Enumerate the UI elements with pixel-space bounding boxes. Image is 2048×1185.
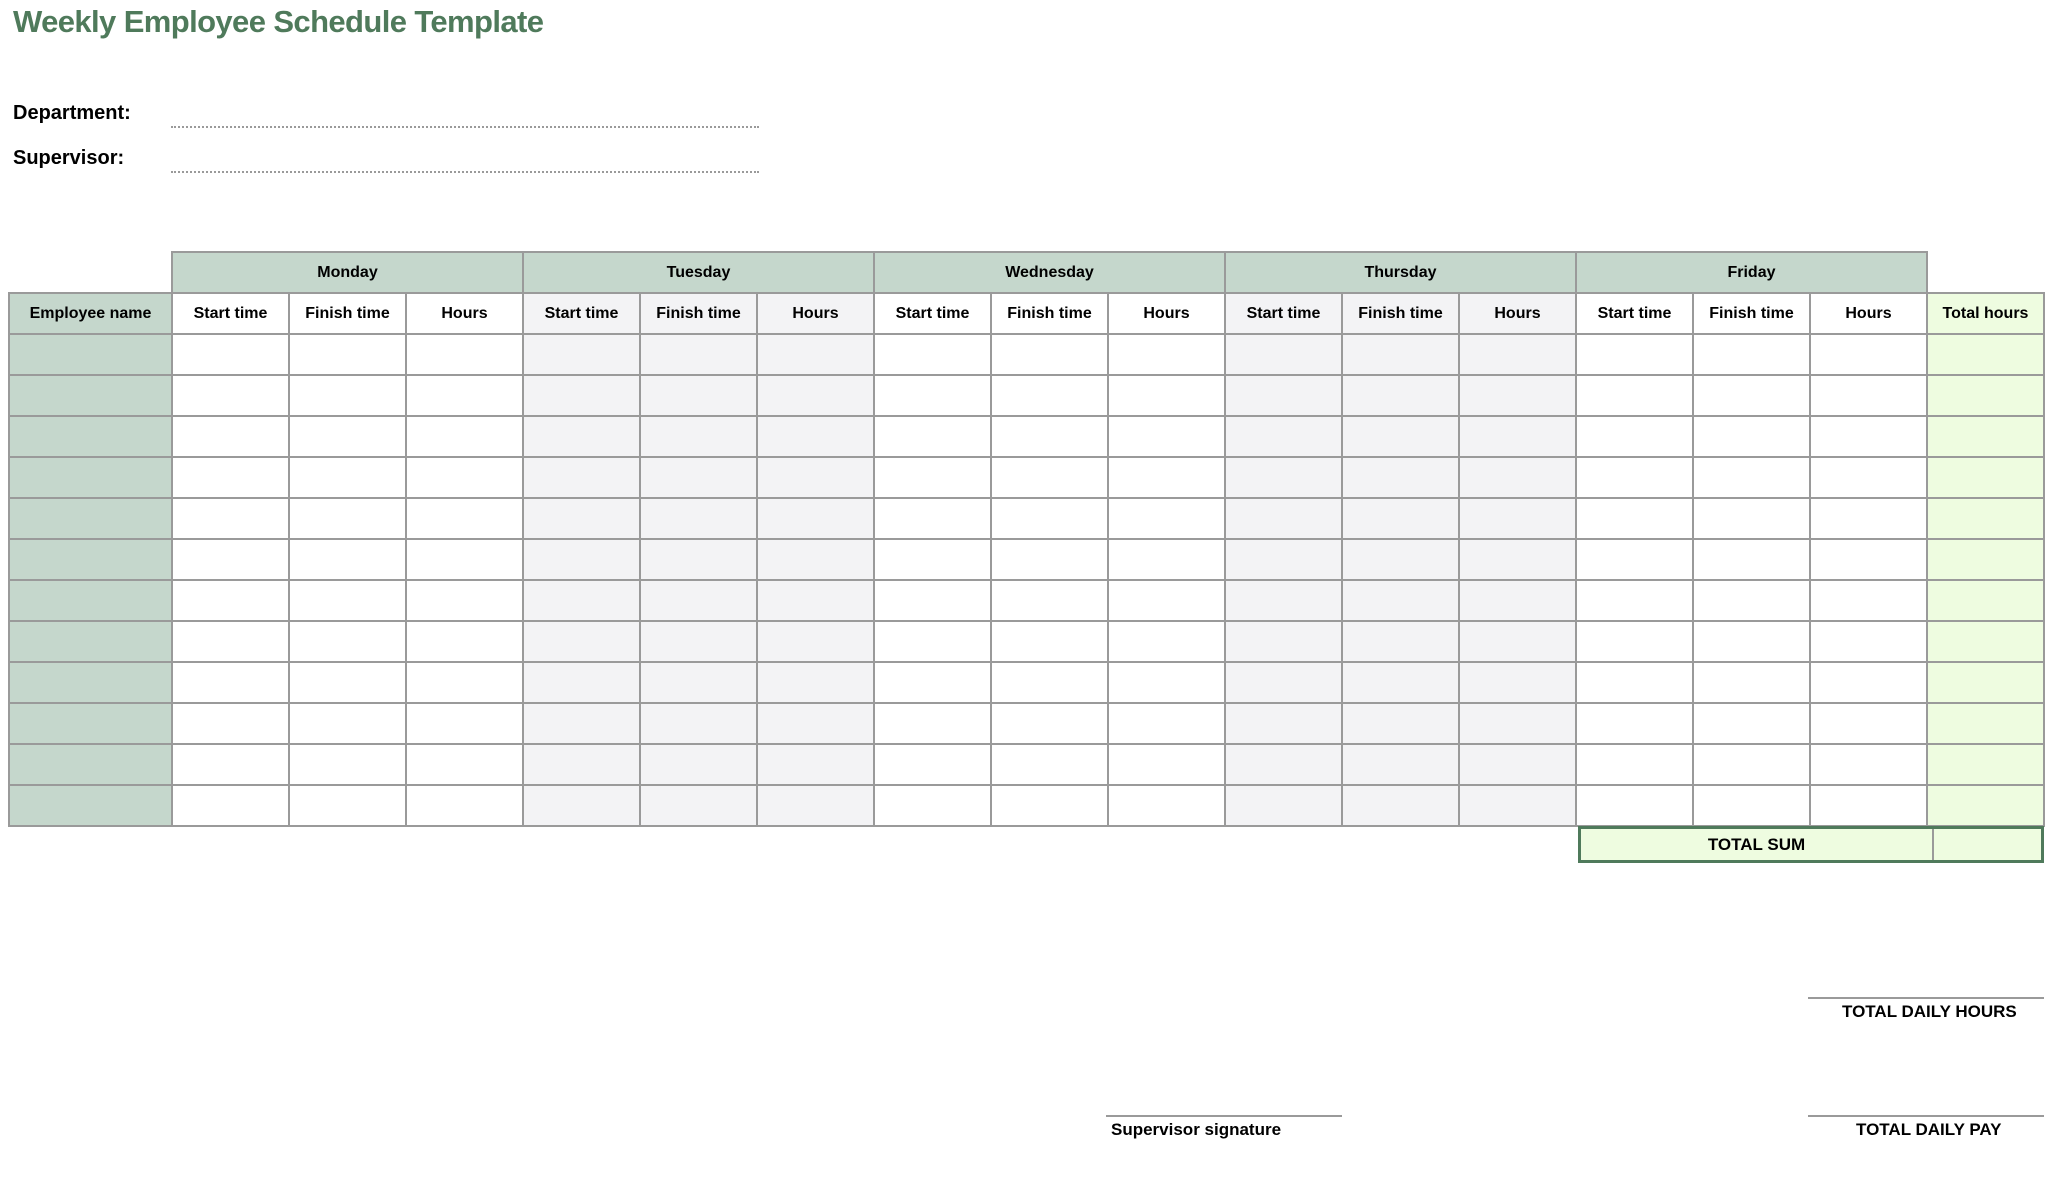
table-row bbox=[9, 662, 2044, 703]
schedule-table bbox=[8, 251, 2045, 827]
finish-time-cell[interactable] bbox=[1342, 375, 1459, 416]
hours-cell[interactable] bbox=[1108, 703, 1225, 744]
total-sum-value-cell[interactable] bbox=[1934, 829, 2041, 860]
finish-time-cell[interactable] bbox=[289, 334, 406, 375]
finish-time-cell[interactable] bbox=[289, 621, 406, 662]
hours-cell[interactable] bbox=[406, 416, 523, 457]
finish-time-cell[interactable] bbox=[1342, 334, 1459, 375]
hours-cell[interactable] bbox=[1108, 744, 1225, 785]
table-row bbox=[9, 416, 2044, 457]
total-hours-cell[interactable] bbox=[1927, 703, 2044, 744]
total-hours-cell[interactable] bbox=[1927, 416, 2044, 457]
finish-time-cell[interactable] bbox=[1693, 621, 1810, 662]
table-row bbox=[9, 621, 2044, 662]
table-row bbox=[9, 785, 2044, 826]
hours-cell[interactable] bbox=[757, 744, 874, 785]
start-time-cell[interactable] bbox=[1225, 621, 1342, 662]
hours-cell[interactable] bbox=[1810, 498, 1927, 539]
col-header-start-time: Start time bbox=[523, 293, 640, 334]
start-time-cell[interactable] bbox=[523, 498, 640, 539]
finish-time-cell[interactable] bbox=[1342, 662, 1459, 703]
finish-time-cell[interactable] bbox=[1342, 703, 1459, 744]
finish-time-cell[interactable] bbox=[1342, 498, 1459, 539]
hours-cell[interactable] bbox=[406, 375, 523, 416]
start-time-cell[interactable] bbox=[1576, 498, 1693, 539]
hours-cell[interactable] bbox=[1459, 580, 1576, 621]
hours-cell[interactable] bbox=[1810, 539, 1927, 580]
finish-time-cell[interactable] bbox=[1693, 375, 1810, 416]
start-time-cell[interactable] bbox=[1576, 375, 1693, 416]
start-time-cell[interactable] bbox=[523, 334, 640, 375]
hours-cell[interactable] bbox=[1108, 334, 1225, 375]
hours-cell[interactable] bbox=[757, 785, 874, 826]
finish-time-cell[interactable] bbox=[640, 744, 757, 785]
start-time-cell[interactable] bbox=[1225, 416, 1342, 457]
hours-cell[interactable] bbox=[1459, 334, 1576, 375]
hours-cell[interactable] bbox=[406, 703, 523, 744]
day-header-thursday: Thursday bbox=[1225, 252, 1576, 293]
start-time-cell[interactable] bbox=[523, 703, 640, 744]
finish-time-cell[interactable] bbox=[991, 375, 1108, 416]
hours-cell[interactable] bbox=[1459, 375, 1576, 416]
start-time-cell[interactable] bbox=[172, 580, 289, 621]
employee-name-cell[interactable] bbox=[9, 498, 172, 539]
hours-cell[interactable] bbox=[1459, 662, 1576, 703]
col-header-start-time: Start time bbox=[172, 293, 289, 334]
hours-cell[interactable] bbox=[1459, 457, 1576, 498]
table-row bbox=[9, 457, 2044, 498]
day-header-wednesday: Wednesday bbox=[874, 252, 1225, 293]
col-header-start-time: Start time bbox=[1576, 293, 1693, 334]
start-time-cell[interactable] bbox=[172, 621, 289, 662]
finish-time-cell[interactable] bbox=[640, 662, 757, 703]
start-time-cell[interactable] bbox=[172, 416, 289, 457]
hours-cell[interactable] bbox=[406, 662, 523, 703]
start-time-cell[interactable] bbox=[172, 334, 289, 375]
column-header-row bbox=[9, 293, 2044, 334]
finish-time-cell[interactable] bbox=[640, 498, 757, 539]
finish-time-cell[interactable] bbox=[1693, 785, 1810, 826]
finish-time-cell[interactable] bbox=[640, 580, 757, 621]
table-row bbox=[9, 744, 2044, 785]
start-time-cell[interactable] bbox=[523, 375, 640, 416]
employee-name-cell[interactable] bbox=[9, 580, 172, 621]
finish-time-cell[interactable] bbox=[289, 744, 406, 785]
hours-cell[interactable] bbox=[757, 662, 874, 703]
hours-cell[interactable] bbox=[1810, 785, 1927, 826]
hours-cell[interactable] bbox=[1459, 621, 1576, 662]
start-time-cell[interactable] bbox=[172, 375, 289, 416]
finish-time-cell[interactable] bbox=[640, 539, 757, 580]
total-hours-cell[interactable] bbox=[1927, 785, 2044, 826]
start-time-cell[interactable] bbox=[1576, 621, 1693, 662]
start-time-cell[interactable] bbox=[1225, 662, 1342, 703]
start-time-cell[interactable] bbox=[1576, 416, 1693, 457]
hours-cell[interactable] bbox=[1810, 375, 1927, 416]
finish-time-cell[interactable] bbox=[991, 703, 1108, 744]
finish-time-cell[interactable] bbox=[1342, 580, 1459, 621]
supervisor-label: Supervisor: bbox=[13, 147, 125, 169]
day-header-friday: Friday bbox=[1576, 252, 1927, 293]
total-sum-box bbox=[1578, 826, 2044, 863]
start-time-cell[interactable] bbox=[874, 457, 991, 498]
day-header-monday: Monday bbox=[172, 252, 523, 293]
finish-time-cell[interactable] bbox=[640, 334, 757, 375]
finish-time-cell[interactable] bbox=[1693, 580, 1810, 621]
finish-time-cell[interactable] bbox=[1342, 539, 1459, 580]
hours-cell[interactable] bbox=[757, 580, 874, 621]
employee-name-cell[interactable] bbox=[9, 785, 172, 826]
total-daily-hours-line bbox=[1808, 997, 2044, 999]
hours-cell[interactable] bbox=[1810, 703, 1927, 744]
hours-cell[interactable] bbox=[406, 580, 523, 621]
hours-cell[interactable] bbox=[1810, 744, 1927, 785]
hours-cell[interactable] bbox=[1108, 621, 1225, 662]
hours-cell[interactable] bbox=[406, 498, 523, 539]
start-time-cell[interactable] bbox=[874, 334, 991, 375]
finish-time-cell[interactable] bbox=[1693, 662, 1810, 703]
hours-cell[interactable] bbox=[1108, 375, 1225, 416]
finish-time-cell[interactable] bbox=[991, 416, 1108, 457]
employee-name-cell[interactable] bbox=[9, 662, 172, 703]
hours-cell[interactable] bbox=[1810, 662, 1927, 703]
hours-cell[interactable] bbox=[1108, 662, 1225, 703]
hours-cell[interactable] bbox=[1810, 416, 1927, 457]
hours-cell[interactable] bbox=[757, 498, 874, 539]
department-field[interactable] bbox=[171, 126, 759, 128]
total-hours-cell[interactable] bbox=[1927, 539, 2044, 580]
col-header-hours: Hours bbox=[1810, 293, 1927, 334]
finish-time-cell[interactable] bbox=[640, 416, 757, 457]
total-hours-cell[interactable] bbox=[1927, 744, 2044, 785]
finish-time-cell[interactable] bbox=[991, 498, 1108, 539]
total-hours-cell[interactable] bbox=[1927, 580, 2044, 621]
hours-cell[interactable] bbox=[1108, 580, 1225, 621]
finish-time-cell[interactable] bbox=[991, 662, 1108, 703]
hours-cell[interactable] bbox=[757, 457, 874, 498]
start-time-cell[interactable] bbox=[172, 703, 289, 744]
start-time-cell[interactable] bbox=[874, 498, 991, 539]
col-header-hours: Hours bbox=[757, 293, 874, 334]
finish-time-cell[interactable] bbox=[1342, 785, 1459, 826]
start-time-cell[interactable] bbox=[523, 662, 640, 703]
start-time-cell[interactable] bbox=[523, 539, 640, 580]
hours-cell[interactable] bbox=[1108, 457, 1225, 498]
hours-cell[interactable] bbox=[757, 539, 874, 580]
total-daily-pay-line bbox=[1808, 1115, 2044, 1117]
finish-time-cell[interactable] bbox=[289, 498, 406, 539]
start-time-cell[interactable] bbox=[1225, 744, 1342, 785]
hours-cell[interactable] bbox=[757, 375, 874, 416]
col-header-finish-time: Finish time bbox=[991, 293, 1108, 334]
hours-cell[interactable] bbox=[1810, 580, 1927, 621]
start-time-cell[interactable] bbox=[523, 416, 640, 457]
employee-name-cell[interactable] bbox=[9, 457, 172, 498]
start-time-cell[interactable] bbox=[1576, 457, 1693, 498]
hours-cell[interactable] bbox=[406, 621, 523, 662]
hours-cell[interactable] bbox=[1459, 744, 1576, 785]
finish-time-cell[interactable] bbox=[640, 375, 757, 416]
col-header-finish-time: Finish time bbox=[640, 293, 757, 334]
start-time-cell[interactable] bbox=[523, 785, 640, 826]
hours-cell[interactable] bbox=[406, 457, 523, 498]
hours-cell[interactable] bbox=[406, 785, 523, 826]
finish-time-cell[interactable] bbox=[991, 334, 1108, 375]
start-time-cell[interactable] bbox=[172, 457, 289, 498]
finish-time-cell[interactable] bbox=[289, 662, 406, 703]
finish-time-cell[interactable] bbox=[991, 539, 1108, 580]
finish-time-cell[interactable] bbox=[1342, 457, 1459, 498]
day-header-row bbox=[9, 252, 2044, 293]
finish-time-cell[interactable] bbox=[640, 457, 757, 498]
start-time-cell[interactable] bbox=[1225, 703, 1342, 744]
hours-cell[interactable] bbox=[1459, 785, 1576, 826]
col-header-employee-name: Employee name bbox=[9, 293, 172, 334]
start-time-cell[interactable] bbox=[874, 375, 991, 416]
start-time-cell[interactable] bbox=[1225, 498, 1342, 539]
start-time-cell[interactable] bbox=[1576, 785, 1693, 826]
table-row bbox=[9, 334, 2044, 375]
employee-name-cell[interactable] bbox=[9, 703, 172, 744]
start-time-cell[interactable] bbox=[874, 580, 991, 621]
start-time-cell[interactable] bbox=[172, 662, 289, 703]
col-header-total-hours: Total hours bbox=[1927, 293, 2044, 334]
finish-time-cell[interactable] bbox=[991, 744, 1108, 785]
start-time-cell[interactable] bbox=[523, 457, 640, 498]
total-hours-cell[interactable] bbox=[1927, 457, 2044, 498]
finish-time-cell[interactable] bbox=[1342, 744, 1459, 785]
start-time-cell[interactable] bbox=[874, 785, 991, 826]
table-row bbox=[9, 539, 2044, 580]
finish-time-cell[interactable] bbox=[1693, 416, 1810, 457]
blank-corner-right bbox=[1927, 252, 2044, 293]
start-time-cell[interactable] bbox=[874, 621, 991, 662]
total-hours-cell[interactable] bbox=[1927, 621, 2044, 662]
start-time-cell[interactable] bbox=[1576, 580, 1693, 621]
finish-time-cell[interactable] bbox=[1693, 334, 1810, 375]
start-time-cell[interactable] bbox=[874, 416, 991, 457]
start-time-cell[interactable] bbox=[1576, 539, 1693, 580]
start-time-cell[interactable] bbox=[874, 744, 991, 785]
hours-cell[interactable] bbox=[1810, 457, 1927, 498]
table-row bbox=[9, 375, 2044, 416]
employee-name-cell[interactable] bbox=[9, 416, 172, 457]
page-title: Weekly Employee Schedule Template bbox=[13, 4, 544, 39]
total-daily-hours-label: TOTAL DAILY HOURS bbox=[1842, 1002, 2017, 1021]
finish-time-cell[interactable] bbox=[1342, 416, 1459, 457]
supervisor-signature-line[interactable] bbox=[1106, 1115, 1342, 1117]
start-time-cell[interactable] bbox=[1225, 334, 1342, 375]
supervisor-signature-label: Supervisor signature bbox=[1111, 1120, 1282, 1139]
table-row bbox=[9, 580, 2044, 621]
hours-cell[interactable] bbox=[757, 621, 874, 662]
finish-time-cell[interactable] bbox=[1342, 621, 1459, 662]
finish-time-cell[interactable] bbox=[991, 580, 1108, 621]
hours-cell[interactable] bbox=[757, 703, 874, 744]
start-time-cell[interactable] bbox=[1576, 744, 1693, 785]
department-label: Department: bbox=[13, 102, 131, 124]
col-header-hours: Hours bbox=[1108, 293, 1225, 334]
employee-name-cell[interactable] bbox=[9, 539, 172, 580]
start-time-cell[interactable] bbox=[172, 744, 289, 785]
start-time-cell[interactable] bbox=[1225, 375, 1342, 416]
col-header-finish-time: Finish time bbox=[1342, 293, 1459, 334]
finish-time-cell[interactable] bbox=[1693, 539, 1810, 580]
start-time-cell[interactable] bbox=[874, 703, 991, 744]
start-time-cell[interactable] bbox=[1576, 703, 1693, 744]
start-time-cell[interactable] bbox=[1225, 539, 1342, 580]
col-header-finish-time: Finish time bbox=[1693, 293, 1810, 334]
hours-cell[interactable] bbox=[1459, 416, 1576, 457]
col-header-hours: Hours bbox=[1459, 293, 1576, 334]
blank-corner bbox=[9, 252, 172, 293]
finish-time-cell[interactable] bbox=[289, 703, 406, 744]
table-row bbox=[9, 703, 2044, 744]
table-row bbox=[9, 498, 2044, 539]
start-time-cell[interactable] bbox=[1576, 662, 1693, 703]
hours-cell[interactable] bbox=[757, 416, 874, 457]
hours-cell[interactable] bbox=[1108, 498, 1225, 539]
finish-time-cell[interactable] bbox=[640, 785, 757, 826]
finish-time-cell[interactable] bbox=[640, 703, 757, 744]
finish-time-cell[interactable] bbox=[1693, 457, 1810, 498]
employee-name-cell[interactable] bbox=[9, 621, 172, 662]
finish-time-cell[interactable] bbox=[289, 457, 406, 498]
start-time-cell[interactable] bbox=[523, 744, 640, 785]
employee-name-cell[interactable] bbox=[9, 744, 172, 785]
hours-cell[interactable] bbox=[1108, 416, 1225, 457]
hours-cell[interactable] bbox=[1810, 621, 1927, 662]
col-header-finish-time: Finish time bbox=[289, 293, 406, 334]
hours-cell[interactable] bbox=[1108, 539, 1225, 580]
finish-time-cell[interactable] bbox=[1693, 744, 1810, 785]
hours-cell[interactable] bbox=[1459, 498, 1576, 539]
start-time-cell[interactable] bbox=[172, 539, 289, 580]
finish-time-cell[interactable] bbox=[640, 621, 757, 662]
start-time-cell[interactable] bbox=[1576, 334, 1693, 375]
start-time-cell[interactable] bbox=[1225, 580, 1342, 621]
hours-cell[interactable] bbox=[406, 539, 523, 580]
total-sum-label: TOTAL SUM bbox=[1581, 829, 1934, 860]
hours-cell[interactable] bbox=[1459, 703, 1576, 744]
finish-time-cell[interactable] bbox=[1693, 498, 1810, 539]
col-header-hours: Hours bbox=[406, 293, 523, 334]
start-time-cell[interactable] bbox=[523, 621, 640, 662]
start-time-cell[interactable] bbox=[874, 539, 991, 580]
finish-time-cell[interactable] bbox=[991, 457, 1108, 498]
hours-cell[interactable] bbox=[757, 334, 874, 375]
hours-cell[interactable] bbox=[406, 334, 523, 375]
supervisor-field[interactable] bbox=[171, 171, 759, 173]
start-time-cell[interactable] bbox=[172, 498, 289, 539]
hours-cell[interactable] bbox=[1810, 334, 1927, 375]
total-hours-cell[interactable] bbox=[1927, 375, 2044, 416]
finish-time-cell[interactable] bbox=[289, 416, 406, 457]
start-time-cell[interactable] bbox=[172, 785, 289, 826]
finish-time-cell[interactable] bbox=[991, 785, 1108, 826]
hours-cell[interactable] bbox=[1108, 785, 1225, 826]
hours-cell[interactable] bbox=[406, 744, 523, 785]
employee-name-cell[interactable] bbox=[9, 334, 172, 375]
col-header-start-time: Start time bbox=[1225, 293, 1342, 334]
finish-time-cell[interactable] bbox=[1693, 703, 1810, 744]
start-time-cell[interactable] bbox=[1225, 785, 1342, 826]
finish-time-cell[interactable] bbox=[289, 785, 406, 826]
start-time-cell[interactable] bbox=[523, 580, 640, 621]
start-time-cell[interactable] bbox=[874, 662, 991, 703]
employee-name-cell[interactable] bbox=[9, 375, 172, 416]
finish-time-cell[interactable] bbox=[289, 539, 406, 580]
day-header-tuesday: Tuesday bbox=[523, 252, 874, 293]
total-hours-cell[interactable] bbox=[1927, 334, 2044, 375]
col-header-start-time: Start time bbox=[874, 293, 991, 334]
finish-time-cell[interactable] bbox=[289, 375, 406, 416]
hours-cell[interactable] bbox=[1459, 539, 1576, 580]
total-daily-pay-label: TOTAL DAILY PAY bbox=[1856, 1120, 2002, 1139]
start-time-cell[interactable] bbox=[1225, 457, 1342, 498]
total-hours-cell[interactable] bbox=[1927, 498, 2044, 539]
finish-time-cell[interactable] bbox=[991, 621, 1108, 662]
finish-time-cell[interactable] bbox=[289, 580, 406, 621]
total-hours-cell[interactable] bbox=[1927, 662, 2044, 703]
